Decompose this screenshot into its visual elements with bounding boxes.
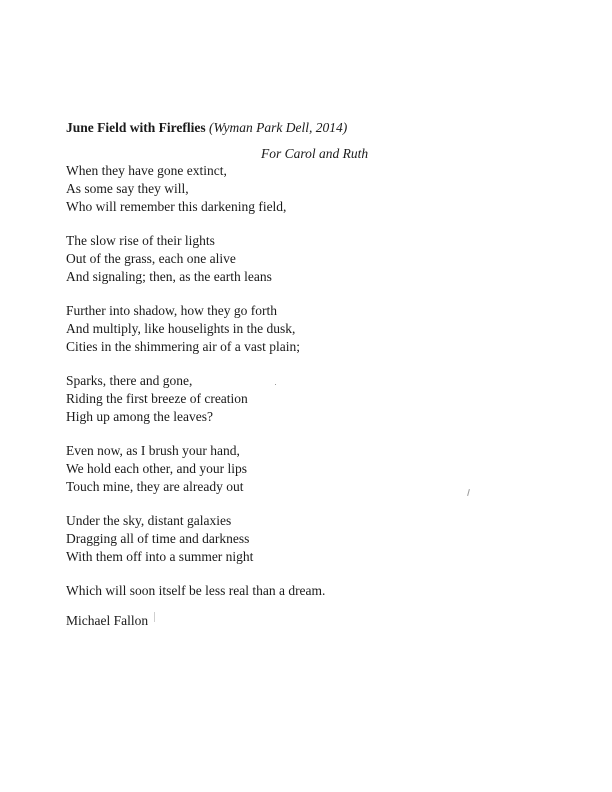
poem-line: Even now, as I brush your hand, <box>66 443 240 458</box>
author-name: Michael Fallon <box>66 613 149 628</box>
poem-line: Sparks, there and gone, <box>66 373 193 388</box>
poem-title-subtitle: (Wyman Park Dell, 2014) <box>209 120 348 135</box>
stanza-1 <box>66 162 566 216</box>
stanza-5 <box>66 442 566 496</box>
poem-line: Further into shadow, how they go forth <box>66 303 277 318</box>
poem-line: We hold each other, and your lips <box>66 461 247 476</box>
poem-line: The slow rise of their lights <box>66 233 215 248</box>
poem-line: Touch mine, they are already out <box>66 479 244 494</box>
poem-line: Out of the grass, each one alive <box>66 251 236 266</box>
poem-line: With them off into a summer night <box>66 549 254 564</box>
poem-line: Riding the first breeze of creation <box>66 391 248 406</box>
scan-speck <box>275 384 276 385</box>
stanza-7 <box>66 582 566 600</box>
poem-line: Under the sky, distant galaxies <box>66 513 232 528</box>
poem-line: When they have gone extinct, <box>66 163 227 178</box>
poem-line: High up among the leaves? <box>66 409 213 424</box>
stanza-6 <box>66 512 566 566</box>
dedication: For Carol and Ruth <box>261 146 369 161</box>
poem-line: And multiply, like houselights in the dusk, <box>66 321 296 336</box>
stanza-4 <box>66 372 566 426</box>
poem-title <box>66 120 347 136</box>
poem-title-main: June Field with Fireflies <box>66 120 206 135</box>
poem-line: Which will soon itself be less real than a dream. <box>66 583 326 598</box>
poem-line: And signaling; then, as the earth leans <box>66 269 272 284</box>
poem-line: Dragging all of time and darkness <box>66 531 250 546</box>
poem-line: Who will remember this darkening field, <box>66 199 287 214</box>
poem-body <box>66 162 566 616</box>
scan-speck <box>154 612 155 622</box>
poem-line: Cities in the shimmering air of a vast plain; <box>66 339 300 354</box>
stanza-3 <box>66 302 566 356</box>
stanza-2 <box>66 232 566 286</box>
poem-line: As some say they will, <box>66 181 189 196</box>
